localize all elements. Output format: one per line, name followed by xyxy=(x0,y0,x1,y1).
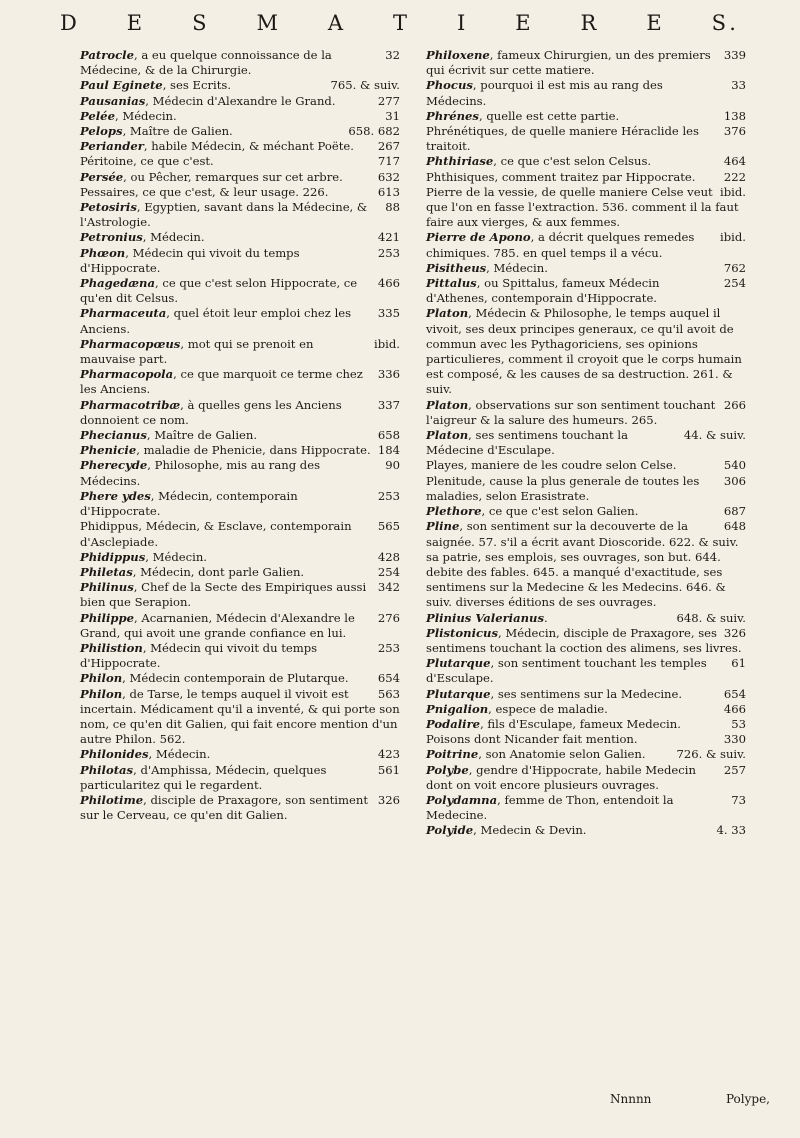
index-entry xyxy=(80,687,400,748)
index-entry xyxy=(80,48,400,78)
entry-headword: Plutarque xyxy=(426,656,491,671)
header-letter: T xyxy=(393,11,412,35)
entry-text: , ses sentimens touchant la Médecine d'Esculape. xyxy=(426,428,628,458)
entry-page-ref: 254 xyxy=(723,276,746,291)
left-column xyxy=(80,48,400,823)
entry-text: , fils d'Esculape, fameux Medecin. xyxy=(480,716,681,731)
index-entry xyxy=(80,565,400,580)
entry-page-ref: 253 xyxy=(377,640,400,655)
index-entry xyxy=(80,443,400,458)
index-entry xyxy=(80,94,400,109)
entry-headword: Petronius xyxy=(80,230,143,245)
entry-text: , Médecin. xyxy=(486,260,548,275)
entry-text: , femme de Thon, entendoit la Medecine. xyxy=(426,792,674,823)
entry-headword: Poitrine xyxy=(426,747,479,762)
index-entry xyxy=(426,306,746,397)
entry-page-ref: 632 xyxy=(377,169,400,184)
index-entry xyxy=(426,626,746,656)
header-letter: I xyxy=(457,11,470,35)
entry-text: , Médecin. xyxy=(142,230,205,245)
entry-headword: Plethore xyxy=(426,504,482,519)
entry-headword: Phocus xyxy=(426,78,473,93)
entry-headword: Phere ydes xyxy=(80,488,151,503)
index-entry xyxy=(80,611,400,641)
entry-page-ref: 421 xyxy=(377,230,400,245)
index-entry xyxy=(426,732,746,747)
entry-headword: Paul Eginete xyxy=(80,78,163,93)
index-entry xyxy=(426,185,746,231)
entry-page-ref: 44. & suiv. xyxy=(683,428,746,443)
entry-headword: Plistonicus xyxy=(426,625,498,640)
entry-page-ref: 765. & suiv. xyxy=(330,78,400,93)
entry-text: , fameux Chirurgien, un des premiers qui écrivit sur cette matiere. xyxy=(426,48,711,78)
entry-text: , Médecin, dont parle Galien. xyxy=(132,564,305,579)
index-entry xyxy=(80,428,400,443)
entry-page-ref: 330 xyxy=(723,732,746,747)
entry-page-ref: 466 xyxy=(377,276,400,291)
entry-page-ref: 762 xyxy=(723,260,746,275)
index-entry xyxy=(80,458,400,488)
header-letter: S. xyxy=(711,11,740,35)
index-entry xyxy=(80,185,400,200)
entry-text: , d'Amphissa, Médecin, quelques particularitez qui le regardent. xyxy=(80,762,327,792)
index-entry xyxy=(80,398,400,428)
entry-text: , Médecin, contemporain d'Hippocrate. xyxy=(80,488,298,519)
entry-text: , gendre d'Hippocrate, habile Medecin dont on voit encore plusieurs ouvrages. xyxy=(426,762,696,792)
entry-text: , Maître de Galien. xyxy=(122,124,233,139)
entry-text: , son sentiment sur la decouverte de la saignée. 57. s'il a écrit avant Dioscoride. 622. & suiv. sa patrie, ses emplois, ses ouvrages, son but. 644. debite des fables. 645. a manqué d'exactitude, ses sentimens sur la Medecine & les Medecins. 646. & suiv. diverses éditions de ses ouvrages. xyxy=(426,519,739,610)
entry-headword: Patrocle xyxy=(80,48,134,62)
entry-text: , son sentiment touchant les temples d'Esculape. xyxy=(426,656,707,686)
header-letter: R xyxy=(580,11,601,35)
entry-text: , ses sentimens sur la Medecine. xyxy=(490,686,683,701)
header-letter: D xyxy=(60,11,81,35)
entry-text: Pessaires, ce que c'est, & leur usage. 226. xyxy=(80,184,329,199)
entry-headword: Plinius Valerianus xyxy=(426,610,544,625)
entry-text: , Médecin contemporain de Plutarque. xyxy=(122,671,349,686)
entry-text: , Médecin, disciple de Praxagore, ses sentimens touchant la coction des alimens, ses livres. xyxy=(426,625,742,655)
index-entry xyxy=(426,428,746,458)
entry-headword: Philonides xyxy=(80,747,149,762)
entry-page-ref: 266 xyxy=(723,397,746,412)
entry-page-ref: 337 xyxy=(377,397,400,412)
index-entry xyxy=(426,747,746,762)
entry-page-ref: 32 xyxy=(385,48,400,62)
entry-page-ref: 648. & suiv. xyxy=(676,610,746,625)
header-letter: E xyxy=(646,11,666,35)
entry-text: , Médecin. xyxy=(148,747,211,762)
index-entry xyxy=(80,337,400,367)
index-entry xyxy=(426,717,746,732)
entry-text: , Médecin. xyxy=(145,549,207,564)
header-letter: M xyxy=(256,11,282,35)
entry-headword: Platon xyxy=(426,306,469,321)
entry-headword: Phrénes xyxy=(426,108,479,123)
index-entry xyxy=(426,458,746,473)
header-letter: A xyxy=(327,11,348,35)
index-entry xyxy=(426,154,746,169)
entry-headword: Philoxene xyxy=(426,48,490,62)
entry-text: , Médecin. xyxy=(114,108,177,123)
entry-page-ref: 267 xyxy=(377,139,400,154)
entry-text: , maladie de Phenicie, dans Hippocrate. xyxy=(136,443,371,458)
entry-headword: Pausanias xyxy=(80,93,146,108)
entry-headword: Phagedæna xyxy=(80,276,155,291)
index-entry xyxy=(80,641,400,671)
entry-headword: Philon xyxy=(80,671,123,686)
entry-text: , de Tarse, le temps auquel il vivoit est incertain. Médicament qu'il a inventé, & qui porte son nom, ce qu'en dit Galien, qui fait encore mention d'un autre Philon. 562. xyxy=(80,686,400,747)
entry-headword: Pnigalion xyxy=(426,701,489,716)
entry-text: . xyxy=(544,610,548,625)
index-entry xyxy=(426,687,746,702)
index-entry xyxy=(80,246,400,276)
running-header xyxy=(60,8,740,38)
entry-page-ref: 222 xyxy=(723,169,746,184)
entry-headword: Pharmaceuta xyxy=(80,306,167,321)
entry-page-ref: 88 xyxy=(385,200,400,215)
entry-page-ref: ibid. xyxy=(720,230,746,245)
entry-page-ref: 276 xyxy=(377,610,400,625)
entry-page-ref: 376 xyxy=(723,124,746,139)
entry-page-ref: 654 xyxy=(723,686,746,701)
index-entry xyxy=(80,580,400,610)
entry-text: , Maître de Galien. xyxy=(146,428,258,443)
entry-text: Péritoine, ce que c'est. xyxy=(80,154,214,169)
index-entry xyxy=(80,763,400,793)
entry-text: , ou Spittalus, fameux Médecin d'Athenes, contemporain d'Hippocrate. xyxy=(426,276,660,306)
index-entry xyxy=(80,230,400,245)
index-entry xyxy=(80,747,400,762)
index-entry xyxy=(80,154,400,169)
entry-headword: Philinus xyxy=(80,580,134,595)
entry-page-ref: 613 xyxy=(377,184,400,199)
entry-page-ref: 326 xyxy=(723,625,746,640)
index-entry xyxy=(426,170,746,185)
entry-text: , ce que c'est selon Galien. xyxy=(481,504,639,519)
entry-headword: Platon xyxy=(426,397,469,412)
entry-text: , son Anatomie selon Galien. xyxy=(478,747,646,762)
index-entry xyxy=(426,823,746,838)
entry-page-ref: 342 xyxy=(377,580,400,595)
entry-headword: Polyide xyxy=(426,823,474,838)
entry-text: Playes, maniere de les coudre selon Celse. xyxy=(426,458,677,473)
entry-text: , Egyptien, savant dans la Médecine, & l'Astrologie. xyxy=(80,200,368,230)
entry-text: Phrénétiques, de quelle maniere Héraclide les traitoit. xyxy=(426,124,699,154)
index-entry xyxy=(80,489,400,519)
entry-text: , ses Ecrits. xyxy=(162,78,232,93)
header-letter: E xyxy=(126,11,147,35)
index-entry xyxy=(426,124,746,154)
entry-text: Plenitude, cause la plus generale de toutes les maladies, selon Erasistrate. xyxy=(426,473,700,503)
entry-headword: Philotas xyxy=(80,762,134,777)
entry-page-ref: 339 xyxy=(723,48,746,62)
entry-headword: Phenicie xyxy=(80,443,137,458)
index-entry xyxy=(426,611,746,626)
index-entry xyxy=(426,793,746,823)
entry-text: , habile Médecin, & méchant Poëte. xyxy=(143,139,354,154)
index-entry xyxy=(80,793,400,823)
entry-text: , Médecin qui vivoit du temps d'Hippocrate. xyxy=(80,640,318,671)
entry-page-ref: 648 xyxy=(723,519,746,534)
entry-page-ref: 254 xyxy=(377,564,400,579)
entry-headword: Periander xyxy=(80,139,144,154)
entry-text: , à quelles gens les Anciens donnoient ce nom. xyxy=(80,397,342,427)
entry-page-ref: 326 xyxy=(377,792,400,807)
entry-headword: Pittalus xyxy=(426,276,477,291)
catchword: Polype, xyxy=(725,1092,770,1106)
index-entry xyxy=(426,276,746,306)
entry-headword: Phœon xyxy=(80,245,126,260)
entry-page-ref: 253 xyxy=(377,245,400,260)
entry-headword: Philistion xyxy=(80,640,143,655)
entry-text: , Médecin d'Alexandre le Grand. xyxy=(145,93,336,108)
index-entry xyxy=(426,504,746,519)
entry-headword: Petosiris xyxy=(80,200,137,215)
signature-mark: Nnnnn xyxy=(610,1092,652,1106)
entry-page-ref: 687 xyxy=(723,504,746,519)
entry-text: Phidippus, Médecin, & Esclave, contemporain d'Asclepiade. xyxy=(80,519,352,549)
entry-page-ref: 61 xyxy=(731,656,746,671)
entry-text: , espece de maladie. xyxy=(488,701,608,716)
entry-page-ref: 561 xyxy=(377,762,400,777)
entry-page-ref: 306 xyxy=(723,473,746,488)
index-entry xyxy=(426,109,746,124)
index-entry xyxy=(80,109,400,124)
entry-headword: Polydamna xyxy=(426,792,498,807)
index-entry xyxy=(80,139,400,154)
entry-page-ref: 138 xyxy=(723,108,746,123)
index-entry xyxy=(80,306,400,336)
entry-text: , Acarnanien, Médecin d'Alexandre le Grand, qui avoit une grande confiance en lui. xyxy=(80,610,355,640)
index-entry xyxy=(80,200,400,230)
index-entry xyxy=(80,78,400,93)
entry-headword: Pisitheus xyxy=(426,260,487,275)
entry-text: , ou Pêcher, remarques sur cet arbre. xyxy=(123,169,343,184)
index-entry xyxy=(80,170,400,185)
entry-headword: Platon xyxy=(426,428,469,443)
entry-headword: Pline xyxy=(426,519,460,534)
page-footer xyxy=(610,1092,770,1106)
entry-page-ref: 726. & suiv. xyxy=(676,747,746,762)
index-entry xyxy=(80,671,400,686)
entry-text: , Philosophe, mis au rang des Médecins. xyxy=(80,458,321,488)
entry-text: , Médecin & Philosophe, le temps auquel il vivoit, ses deux principes generaux, ce qu'il avoit de commun avec les Pythagoriciens, ses opinions particulieres, comment il croyoit que le corps humain est composé, & les causes de sa destruction. 261. & suiv. xyxy=(426,306,742,397)
entry-headword: Philotime xyxy=(80,792,144,807)
entry-page-ref: 53 xyxy=(731,716,746,731)
entry-text: , mot qui se prenoit en mauvaise part. xyxy=(80,336,314,367)
entry-text: , a décrit quelques remedes chimiques. 785. en quel temps il a vécu. xyxy=(426,230,695,260)
entry-headword: Philippe xyxy=(80,610,134,625)
right-column xyxy=(426,48,746,839)
entry-text: , quel étoit leur emploi chez les Anciens. xyxy=(80,306,352,336)
entry-text: , ce que c'est selon Hippocrate, ce qu'en dit Celsus. xyxy=(80,276,358,306)
entry-headword: Phecianus xyxy=(80,428,147,443)
entry-headword: Persée xyxy=(80,169,124,184)
index-entry xyxy=(426,702,746,717)
entry-page-ref: 717 xyxy=(377,154,400,169)
entry-headword: Philetas xyxy=(80,564,133,579)
entry-page-ref: 336 xyxy=(377,367,400,382)
index-entry xyxy=(426,78,746,108)
entry-headword: Pharmacopœus xyxy=(80,336,181,351)
entry-page-ref: 257 xyxy=(723,762,746,777)
index-entry xyxy=(80,519,400,549)
entry-page-ref: 33 xyxy=(731,78,746,93)
index-entry xyxy=(426,763,746,793)
entry-page-ref: 4. 33 xyxy=(716,823,746,838)
entry-headword: Plutarque xyxy=(426,686,491,701)
entry-text: Phthisiques, comment traitez par Hippocrate. xyxy=(426,169,696,184)
entry-page-ref: 466 xyxy=(723,701,746,716)
entry-headword: Phidippus xyxy=(80,549,146,564)
entry-text: , a eu quelque connoissance de la Médecine, & de la Chirurgie. xyxy=(80,48,332,78)
entry-page-ref: 423 xyxy=(377,747,400,762)
entry-text: , observations sur son sentiment touchant l'aigreur & la salure des humeurs. 265. xyxy=(426,397,716,427)
entry-page-ref: 540 xyxy=(723,458,746,473)
entry-text: , disciple de Praxagore, son sentiment sur le Cerveau, ce qu'en dit Galien. xyxy=(80,792,368,823)
index-entry xyxy=(426,519,746,610)
entry-page-ref: 464 xyxy=(723,154,746,169)
index-entry xyxy=(426,398,746,428)
entry-page-ref: 654 xyxy=(377,671,400,686)
entry-page-ref: 428 xyxy=(377,549,400,564)
entry-text: Poisons dont Nicander fait mention. xyxy=(426,732,638,747)
entry-page-ref: 277 xyxy=(377,93,400,108)
index-entry xyxy=(426,230,746,260)
entry-headword: Polybe xyxy=(426,762,469,777)
header-letter: E xyxy=(515,11,535,35)
index-entry xyxy=(80,124,400,139)
entry-headword: Pharmacotribæ xyxy=(80,397,181,412)
header-letter: S xyxy=(192,11,211,35)
entry-page-ref: 184 xyxy=(377,443,400,458)
entry-text: , Chef de la Secte des Empiriques aussi bien que Serapion. xyxy=(80,580,367,610)
entry-text: Pierre de la vessie, de quelle maniere Celse veut que l'on en fasse l'extraction. 536. comment il la faut faire aux vierges, & aux femmes. xyxy=(426,184,739,230)
index-entry xyxy=(80,550,400,565)
entry-page-ref: 73 xyxy=(731,792,746,807)
entry-page-ref: 31 xyxy=(385,108,400,123)
index-entry xyxy=(426,656,746,686)
entry-headword: Phthiriase xyxy=(426,154,494,169)
entry-headword: Pelée xyxy=(80,108,115,123)
entry-text: , ce que marquoit ce terme chez les Anciens. xyxy=(80,367,363,397)
entry-page-ref: 563 xyxy=(377,686,400,701)
index-entry xyxy=(426,48,746,78)
entry-text: , pourquoi il est mis au rang des Médecins. xyxy=(426,78,663,108)
index-entry xyxy=(80,367,400,397)
entry-page-ref: ibid. xyxy=(720,184,746,199)
entry-headword: Philon xyxy=(80,686,123,701)
index-entry xyxy=(426,261,746,276)
entry-text: , Medecin & Devin. xyxy=(473,823,587,838)
index-entry xyxy=(80,276,400,306)
entry-page-ref: 658. 682 xyxy=(348,124,400,139)
entry-text: , ce que c'est selon Celsus. xyxy=(493,154,652,169)
entry-page-ref: 90 xyxy=(385,458,400,473)
entry-headword: Pelops xyxy=(80,124,123,139)
entry-page-ref: 658 xyxy=(377,428,400,443)
entry-page-ref: 565 xyxy=(377,519,400,534)
entry-page-ref: 335 xyxy=(377,306,400,321)
entry-headword: Pherecyde xyxy=(80,458,148,473)
entry-page-ref: ibid. xyxy=(374,336,400,351)
entry-page-ref: 253 xyxy=(377,488,400,503)
entry-text: , Médecin qui vivoit du temps d'Hippocrate. xyxy=(80,245,300,275)
entry-text: , quelle est cette partie. xyxy=(478,108,620,123)
entry-headword: Podalire xyxy=(426,716,481,731)
index-entry xyxy=(426,474,746,504)
entry-headword: Pierre de Apono xyxy=(426,230,531,245)
entry-headword: Pharmacopola xyxy=(80,367,174,382)
